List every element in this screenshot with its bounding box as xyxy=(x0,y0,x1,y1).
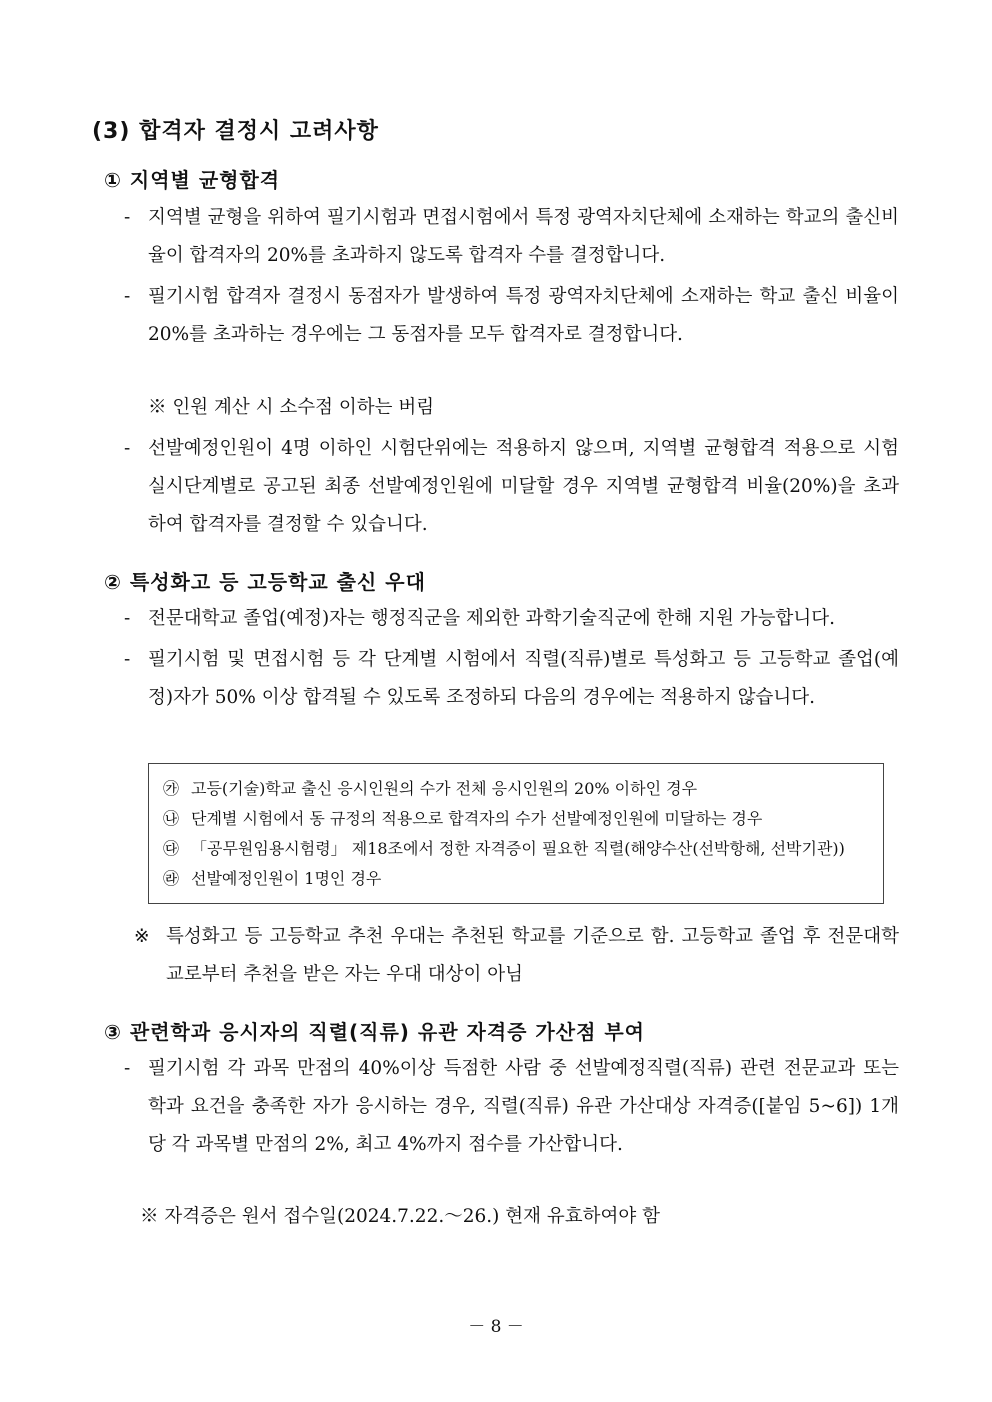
exception-item xyxy=(163,834,869,864)
bullet-vocational-1 xyxy=(124,600,899,638)
exception-text: 「공무원임용시험령」 제18조에서 정한 자격증이 필요한 직렬(해양수산(선박항해, 선박기관)) xyxy=(191,839,845,858)
bullet-certificate-1 xyxy=(124,1050,899,1164)
page-number: － 8 － xyxy=(468,1317,524,1337)
exception-item xyxy=(163,864,869,894)
exception-marker: ㉮ xyxy=(163,779,180,798)
bullet-text: 지역별 균형을 위하여 필기시험과 면접시험에서 특정 광역자치단체에 소재하는 학교의 출신비율이 합격자의 20%를 초과하지 않도록 합격자 수를 결정합니다. xyxy=(148,207,899,266)
exception-marker: ㉰ xyxy=(163,839,180,858)
note-rounding: ※ 인원 계산 시 소수점 이하는 버림 xyxy=(148,397,435,418)
note-recommendation xyxy=(134,918,899,994)
bullet-vocational-2 xyxy=(124,641,899,717)
exception-text: 단계별 시험에서 동 규정의 적용으로 합격자의 수가 선발예정인원에 미달하는 경우 xyxy=(191,809,763,828)
bullet-regional-3 xyxy=(124,430,899,544)
bullet-text: 필기시험 합격자 결정시 동점자가 발생하여 특정 광역자치단체에 소재하는 학교 출신 비율이 20%를 초과하는 경우에는 그 동점자를 모두 합격자로 결정합니다. xyxy=(148,286,899,345)
bullet-dash: - xyxy=(124,1058,131,1079)
exception-item xyxy=(163,774,869,804)
exception-text: 고등(기술)학교 출신 응시인원의 수가 전체 응시인원의 20% 이하인 경우 xyxy=(191,779,698,798)
exception-marker: ㉯ xyxy=(163,809,180,828)
bullet-dash: - xyxy=(124,286,131,307)
exception-marker: ㉱ xyxy=(163,869,180,888)
section-title: (3) 합격자 결정시 고려사항 xyxy=(92,119,379,144)
exception-item xyxy=(163,804,869,834)
bullet-regional-2 xyxy=(124,278,899,354)
subsection-title-certificate-bonus: ③ 관련학과 응시자의 직렬(직류) 유관 자격증 가산점 부여 xyxy=(104,1020,645,1044)
bullet-regional-1 xyxy=(124,199,899,275)
bullet-dash: - xyxy=(124,649,131,670)
bullet-dash: - xyxy=(124,207,131,228)
exception-text: 선발예정인원이 1명인 경우 xyxy=(191,869,382,888)
exception-box xyxy=(148,763,884,904)
bullet-text: 필기시험 각 과목 만점의 40%이상 득점한 사람 중 선발예정직렬(직류) 관련 전문교과 또는 학과 요건을 충족한 자가 응시하는 경우, 직렬(직류) 유관 가산대상 자격증([붙임 5~6]) 1개당 각 과목별 만점의 2%, 최고 4%까지 점수를 가산합니다. xyxy=(148,1058,899,1155)
note-certificate-validity: ※ 자격증은 원서 접수일(2024.7.22.～26.) 현재 유효하여야 함 xyxy=(140,1206,660,1227)
note-marker: ※ xyxy=(134,926,150,947)
bullet-dash: - xyxy=(124,438,131,459)
note-text: 특성화고 등 고등학교 추천 우대는 추천된 학교를 기준으로 함. 고등학교 졸업 후 전문대학교로부터 추천을 받은 자는 우대 대상이 아님 xyxy=(166,926,899,985)
bullet-text: 전문대학교 졸업(예정)자는 행정직군을 제외한 과학기술직군에 한해 지원 가능합니다. xyxy=(148,608,835,629)
subsection-title-vocational-school: ② 특성화고 등 고등학교 출신 우대 xyxy=(104,570,426,594)
bullet-text: 선발예정인원이 4명 이하인 시험단위에는 적용하지 않으며, 지역별 균형합격 적용으로 시험 실시단계별로 공고된 최종 선발예정인원에 미달할 경우 지역별 균형합격 비율(20%)을 초과하여 합격자를 결정할 수 있습니다. xyxy=(148,438,899,535)
bullet-dash: - xyxy=(124,608,131,629)
subsection-title-regional-balance: ① 지역별 균형합격 xyxy=(104,168,281,192)
bullet-text: 필기시험 및 면접시험 등 각 단계별 시험에서 직렬(직류)별로 특성화고 등 고등학교 졸업(예정)자가 50% 이상 합격될 수 있도록 조정하되 다음의 경우에는 적용하지 않습니다. xyxy=(148,649,899,708)
